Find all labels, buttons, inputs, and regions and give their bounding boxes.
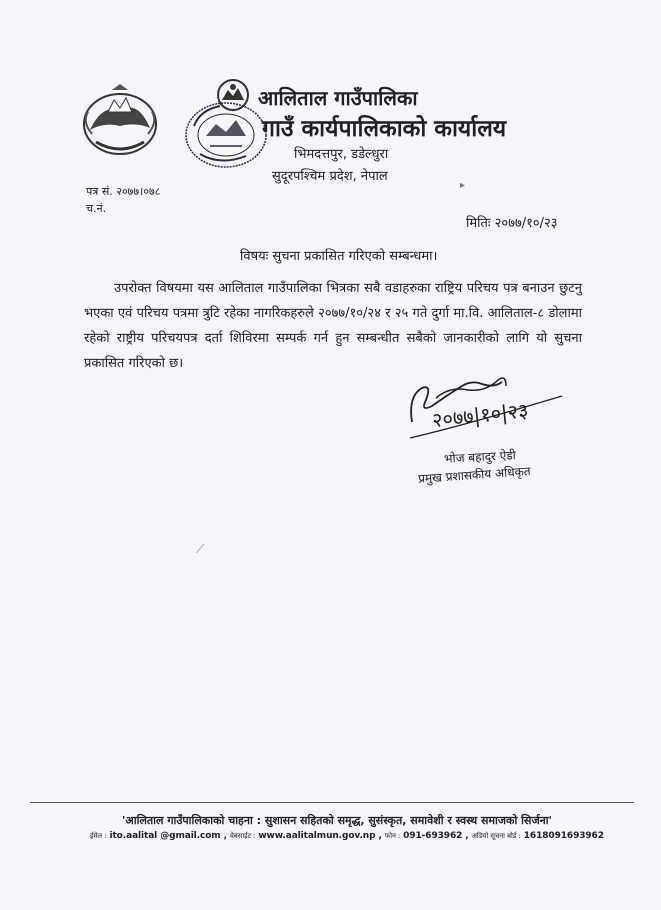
body-paragraph-text: उपरोक्त विषयमा यस आलिताल गाउँपालिका भित्रका सबै वडाहरुका राष्ट्रिय परिचय पत्र बनाउन छुटनु भएका एवं परिचय पत्रमा त्रुटि रहेका नागरिकहरुले २०७७/१०/२४ र २५ गते दुर्गा मा.वि. आलिताल-८ डोलामा रहेको राष्ट्रीय परिचयपत्र दर्ता शिविरमा सम्पर्क गर्न हुन सम्बन्धीत सबैको जानकारीको लागि यो सुचना प्रकासित गरिएको छ। [84, 281, 582, 371]
address-line-2: सुदूरपश्चिम प्रदेश, नेपाल [272, 169, 388, 184]
office-name: गाउँ कार्यपालिकाको कार्यालय [262, 116, 507, 142]
letter-date: मितिः २०७७/१०/२३ [466, 216, 558, 231]
signatory-title: प्रमुख प्रशासकीय अधिकृत [417, 464, 532, 486]
website-label: वेबसाईट : [229, 832, 256, 840]
footer-divider [30, 802, 634, 803]
handwritten-signature [402, 366, 582, 450]
municipality-name: आलिताल गाउँपालिका [258, 86, 418, 110]
footer-contact-line [90, 831, 604, 841]
address-line-1: भिमदत्तपुर, डडेल्धुरा [294, 147, 389, 162]
website-value: www.aalitalmun.gov.np , [258, 831, 382, 841]
email-label: ईमेल : [90, 832, 107, 840]
notice-board-value: 1618091693962 [523, 831, 604, 841]
dispatch-number: च.नं. [86, 202, 107, 215]
signature-date: २०७७|१०|२३ [430, 398, 530, 433]
stray-mark: ⟋ [196, 542, 205, 556]
notice-board-label: अडियो सूचना बोर्ड : [471, 832, 521, 840]
email-value: ito.aalital @gmail.com , [109, 831, 227, 841]
subject-line: विषयः सुचना प्रकासित गरिएको सम्बन्धमा। [240, 249, 438, 264]
phone-value: 091-693962 , [403, 831, 469, 841]
stray-mark: ▸ [460, 180, 466, 191]
nepal-emblem-logo [78, 82, 162, 160]
body-paragraph [84, 276, 582, 376]
signatory-name: भोज बहादुर ऐडी [443, 448, 517, 466]
footer-slogan: 'आलिताल गाउँपालिकाको चाहना : सुशासन सहितको समृद्ध, सुसंस्कृत, समावेशी र स्वस्थ समाजको सिर्जना' [122, 814, 552, 827]
phone-label: फोन : [384, 832, 401, 840]
reference-number: पत्र सं. २०७७।०७८ [86, 185, 161, 198]
